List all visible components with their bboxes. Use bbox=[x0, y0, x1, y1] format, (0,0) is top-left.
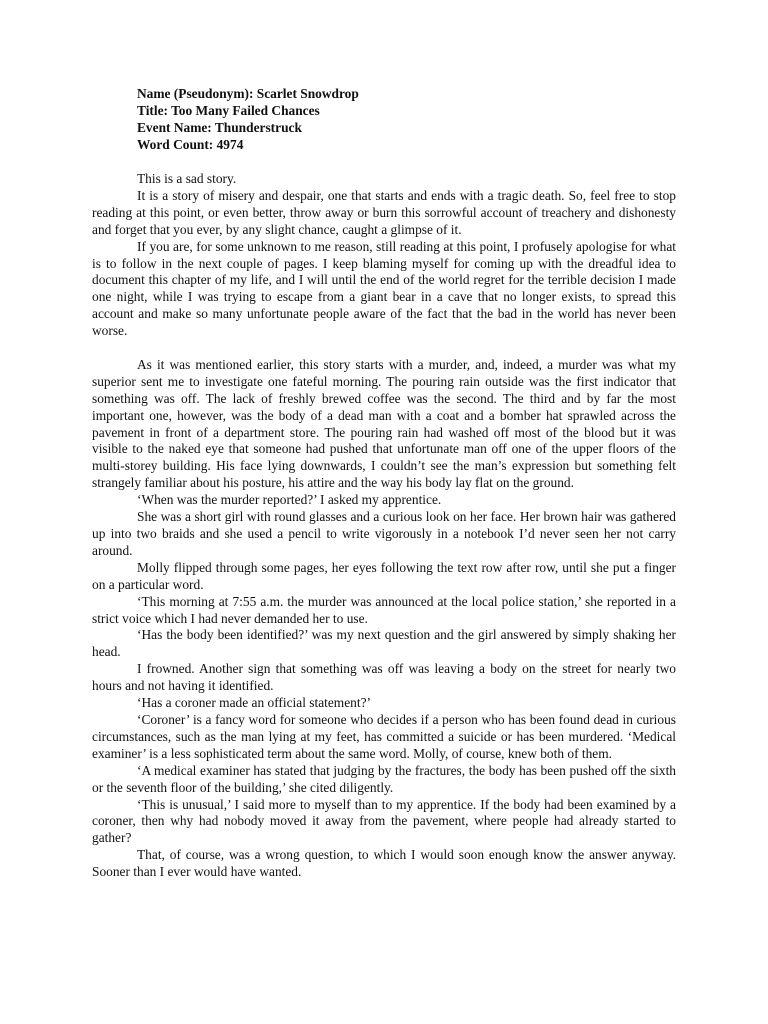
paragraph: ‘Has the body been identified?’ was my next question and the girl answered by simply shaking her head. bbox=[92, 627, 676, 660]
paragraph: As it was mentioned earlier, this story starts with a murder, and, indeed, a murder was what my superior sent me to investigate one fateful morning. The pouring rain outside was the first indicator that something was off. The lack of freshly brewed coffee was the second. The third and by far the most important one, however, was the body of a dead man with a coat and a bomber hat sprawled across the pavement in front of a department store. The pouring rain had washed off most of the blood but it was visible to the naked eye that someone had pushed that unfortunate man off one of the upper floors of the multi-storey building. His face lying downwards, I couldn’t see the man’s expression but something felt strangely familiar about his posture, his attire and the way his body lay flat on the ground. bbox=[92, 356, 676, 491]
paragraph: ‘A medical examiner has stated that judging by the fractures, the body has been pushed off the sixth or the seventh floor of the building,’ she cited diligently. bbox=[92, 762, 676, 795]
paragraph: ‘This is unusual,’ I said more to myself than to my apprentice. If the body had been examined by a coroner, then why had nobody moved it away from the pavement, where people had already started to gather? bbox=[92, 796, 676, 846]
story-body bbox=[92, 171, 676, 881]
story-title: Title: Too Many Failed Chances bbox=[137, 102, 320, 118]
paragraph: That, of course, was a wrong question, to which I would soon enough know the answer anyway. Sooner than I ever would have wanted. bbox=[92, 847, 676, 880]
paragraph: ‘When was the murder reported?’ I asked my apprentice. bbox=[137, 492, 442, 508]
paragraph: ‘This morning at 7:55 a.m. the murder was announced at the local police station,’ she reported in a strict voice which I had never demanded her to use. bbox=[92, 593, 676, 626]
word-count: Word Count: 4974 bbox=[137, 136, 244, 152]
event-name: Event Name: Thunderstruck bbox=[137, 119, 302, 135]
paragraph: This is a sad story. bbox=[137, 171, 237, 186]
paragraph: If you are, for some unknown to me reason, still reading at this point, I profusely apologise for what is to follow in the next couple of pages. I keep blaming myself for coming up with the dreadful idea to document this chapter of my life, and I will until the end of the world regret for the terrible decision I made one night, while I was trying to escape from a giant bear in a cave that no longer exists, to spread this account and make so many unfortunate people aware of the fact that the bad in the world has never been worse. bbox=[92, 238, 676, 339]
paragraph: Molly flipped through some pages, her eyes following the text row after row, until she put a finger on a particular word. bbox=[92, 559, 676, 592]
paragraph: She was a short girl with round glasses and a curious look on her face. Her brown hair was gathered up into two braids and she used a pencil to write vigorously in a notebook I’d never seen her not carry around. bbox=[92, 509, 676, 558]
paragraph: I frowned. Another sign that something was off was leaving a body on the street for nearly two hours and not having it identified. bbox=[92, 661, 676, 694]
paragraph: ‘Coroner’ is a fancy word for someone who decides if a person who has been found dead in curious circumstances, such as the man lying at my feet, has committed a suicide or has been murdered. ‘Medical examiner’ is a less sophisticated term about the same word. Molly, of course, knew both of them. bbox=[92, 711, 676, 761]
paragraph: It is a story of misery and despair, one that starts and ends with a tragic death. So, feel free to stop reading at this point, or even better, throw away or burn this sorrowful account of treachery and dishonesty and forget that you ever, by any slight chance, caught a glimpse of it. bbox=[92, 187, 676, 237]
author-name: Name (Pseudonym): Scarlet Snowdrop bbox=[137, 86, 359, 101]
paragraph: ‘Has a coroner made an official statement?’ bbox=[137, 695, 371, 711]
submission-header bbox=[137, 86, 359, 154]
